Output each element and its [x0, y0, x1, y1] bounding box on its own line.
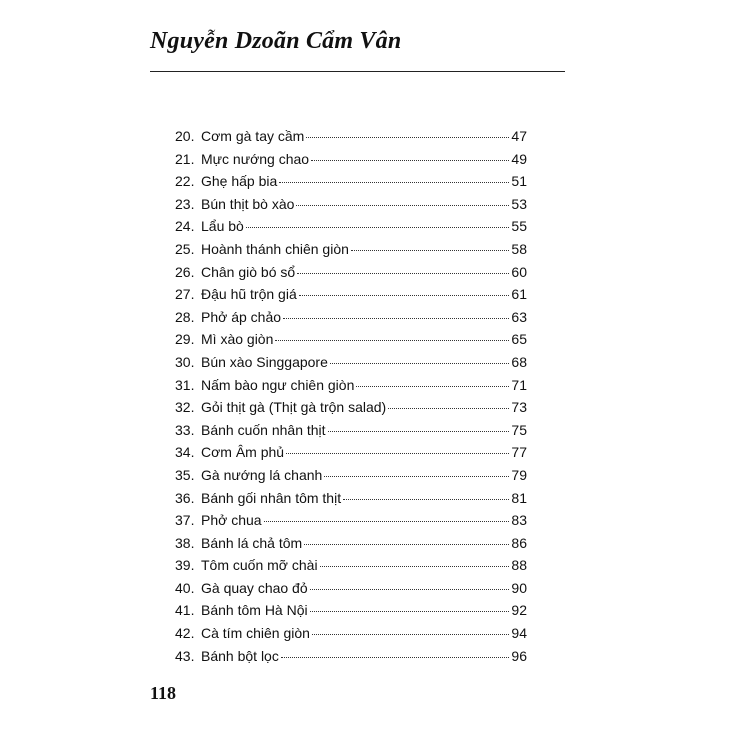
toc-entry-number: 27.: [175, 286, 195, 303]
toc-entry: [175, 306, 527, 329]
toc-entry-page: 77: [511, 444, 527, 461]
toc-entry-page: 60: [511, 263, 527, 280]
toc-entry-page: 61: [511, 286, 527, 303]
toc-entry: [175, 374, 527, 397]
toc-entry-page: 55: [511, 218, 527, 235]
toc-dot-leader: [328, 431, 509, 432]
toc-entry: [175, 554, 527, 577]
toc-dot-leader: [343, 499, 509, 500]
toc-entry-title: Đậu hũ trộn giá: [201, 286, 297, 303]
toc-entry-title: Phở chua: [201, 512, 262, 529]
toc-entry: [175, 509, 527, 532]
toc-entry-number: 22.: [175, 173, 195, 190]
toc-dot-leader: [279, 182, 509, 183]
toc-entry-title: Tôm cuốn mỡ chài: [201, 557, 318, 574]
toc-entry-title: Bánh gối nhân tôm thịt: [201, 489, 342, 506]
toc-entry-page: 90: [511, 579, 527, 596]
toc-entry-title: Bánh bột lọc: [201, 647, 279, 664]
toc-entry-number: 41.: [175, 602, 195, 619]
toc-entry-number: 24.: [175, 218, 195, 235]
toc-entry: [175, 532, 527, 555]
toc-entry-page: 49: [511, 150, 527, 167]
toc-entry-page: 47: [511, 128, 527, 144]
toc-entry-number: 42.: [175, 625, 195, 642]
toc-entry-title: Mì xào giòn: [201, 331, 274, 348]
toc-entry-page: 81: [511, 489, 527, 506]
toc-entry: [175, 622, 527, 645]
toc-entry-title: Hoành thánh chiên giòn: [201, 240, 349, 257]
toc-dot-leader: [281, 657, 509, 658]
toc-entry-number: 25.: [175, 240, 195, 257]
toc-dot-leader: [351, 250, 509, 251]
toc-dot-leader: [312, 634, 509, 635]
toc-entry-title: Cà tím chiên giòn: [201, 625, 310, 642]
toc-dot-leader: [310, 611, 509, 612]
toc-dot-leader: [296, 205, 509, 206]
toc-entry-number: 36.: [175, 489, 195, 506]
toc-entry-page: 92: [511, 602, 527, 619]
toc-entry-title: Cơm Âm phủ: [201, 444, 285, 461]
toc-entry-number: 30.: [175, 353, 195, 370]
toc-dot-leader: [283, 318, 509, 319]
page-number: 118: [150, 683, 177, 703]
toc-entry-page: 63: [511, 308, 527, 325]
toc-entry-title: Gà quay chao đỏ: [201, 579, 308, 596]
toc-entry: [175, 487, 527, 510]
toc-entry-number: 31.: [175, 376, 195, 393]
toc-dot-leader: [246, 227, 509, 228]
header-rule: [150, 71, 565, 72]
toc-dot-leader: [356, 386, 509, 387]
toc-entry-page: 73: [511, 399, 527, 416]
toc-entry: [175, 170, 527, 193]
toc-entry-page: 96: [511, 647, 527, 664]
toc-entry: [175, 148, 527, 171]
toc-entry-title: Gỏi thịt gà (Thịt gà trộn salad): [201, 399, 387, 416]
toc-entry-title: Bánh tôm Hà Nội: [201, 602, 308, 619]
toc-entry-page: 71: [511, 376, 527, 393]
toc-entry: [175, 283, 527, 306]
toc-entry-number: 21.: [175, 150, 195, 167]
toc-entry-number: 43.: [175, 647, 195, 664]
toc-entry-number: 40.: [175, 579, 195, 596]
toc-dot-leader: [330, 363, 509, 364]
toc-entry-page: 75: [511, 421, 527, 438]
toc-entry-title: Bún thịt bò xào: [201, 195, 295, 212]
toc-dot-leader: [275, 340, 509, 341]
toc-entry: [175, 193, 527, 216]
toc-entry-number: 34.: [175, 444, 195, 461]
toc-entry: [175, 464, 527, 487]
toc-entry-page: 86: [511, 534, 527, 551]
toc-entry-number: 20.: [175, 128, 195, 144]
toc-entry-number: 35.: [175, 466, 195, 483]
toc-entry: [175, 599, 527, 622]
toc-entry-title: Gà nướng lá chanh: [201, 466, 323, 483]
toc-entry-number: 29.: [175, 331, 195, 348]
toc-entry: [175, 396, 527, 419]
toc-entry: [175, 441, 527, 464]
toc-entry-page: 79: [511, 466, 527, 483]
toc-dot-leader: [388, 408, 509, 409]
toc-entry-page: 58: [511, 240, 527, 257]
toc-entry: [175, 351, 527, 374]
toc-entry-page: 65: [511, 331, 527, 348]
toc-entry: [175, 419, 527, 442]
toc-entry-number: 33.: [175, 421, 195, 438]
toc-dot-leader: [297, 273, 509, 274]
toc-entry-page: 68: [511, 353, 527, 370]
toc-entry: [175, 261, 527, 284]
running-header-author: Nguyễn Dzoãn Cẩm Vân: [150, 28, 402, 54]
toc-entry: [175, 238, 527, 261]
toc-entry-number: 23.: [175, 195, 195, 212]
toc-entry-title: Phở áp chảo: [201, 308, 282, 325]
toc-entry-title: Bánh cuốn nhân thịt: [201, 421, 326, 438]
toc-entry-title: Mực nướng chao: [201, 150, 310, 167]
toc-entry-number: 28.: [175, 308, 195, 325]
toc-entry-page: 53: [511, 195, 527, 212]
toc-dot-leader: [286, 453, 509, 454]
toc-dot-leader: [324, 476, 509, 477]
toc-entry-title: Chân giò bó sổ: [201, 263, 296, 280]
toc-entry-page: 83: [511, 512, 527, 529]
toc-entry: [175, 215, 527, 238]
toc-dot-leader: [299, 295, 509, 296]
toc-entry-page: 51: [511, 173, 527, 190]
toc-dot-leader: [311, 160, 509, 161]
toc-dot-leader: [304, 544, 509, 545]
table-of-contents: [175, 125, 527, 667]
toc-entry-page: 94: [511, 625, 527, 642]
toc-entry-title: Nấm bào ngư chiên giòn: [201, 376, 355, 393]
toc-dot-leader: [310, 589, 509, 590]
toc-entry-number: 26.: [175, 263, 195, 280]
toc-entry-number: 37.: [175, 512, 195, 529]
toc-entry-title: Bún xào Singgapore: [201, 353, 328, 370]
toc-entry-title: Bánh lá chả tôm: [201, 534, 303, 551]
toc-entry-page: 88: [511, 557, 527, 574]
toc-dot-leader: [320, 566, 509, 567]
toc-entry-number: 32.: [175, 399, 195, 416]
toc-entry-title: Cơm gà tay cầm: [201, 128, 305, 144]
toc-entry-title: Ghẹ hấp bia: [201, 173, 278, 190]
toc-entry-number: 38.: [175, 534, 195, 551]
toc-entry-number: 39.: [175, 557, 195, 574]
toc-entry-title: Lẩu bò: [201, 218, 244, 235]
toc-entry: [175, 125, 527, 148]
toc-entry: [175, 328, 527, 351]
toc-entry: [175, 645, 527, 668]
toc-dot-leader: [306, 137, 509, 138]
toc-entry: [175, 577, 527, 600]
toc-dot-leader: [264, 521, 509, 522]
